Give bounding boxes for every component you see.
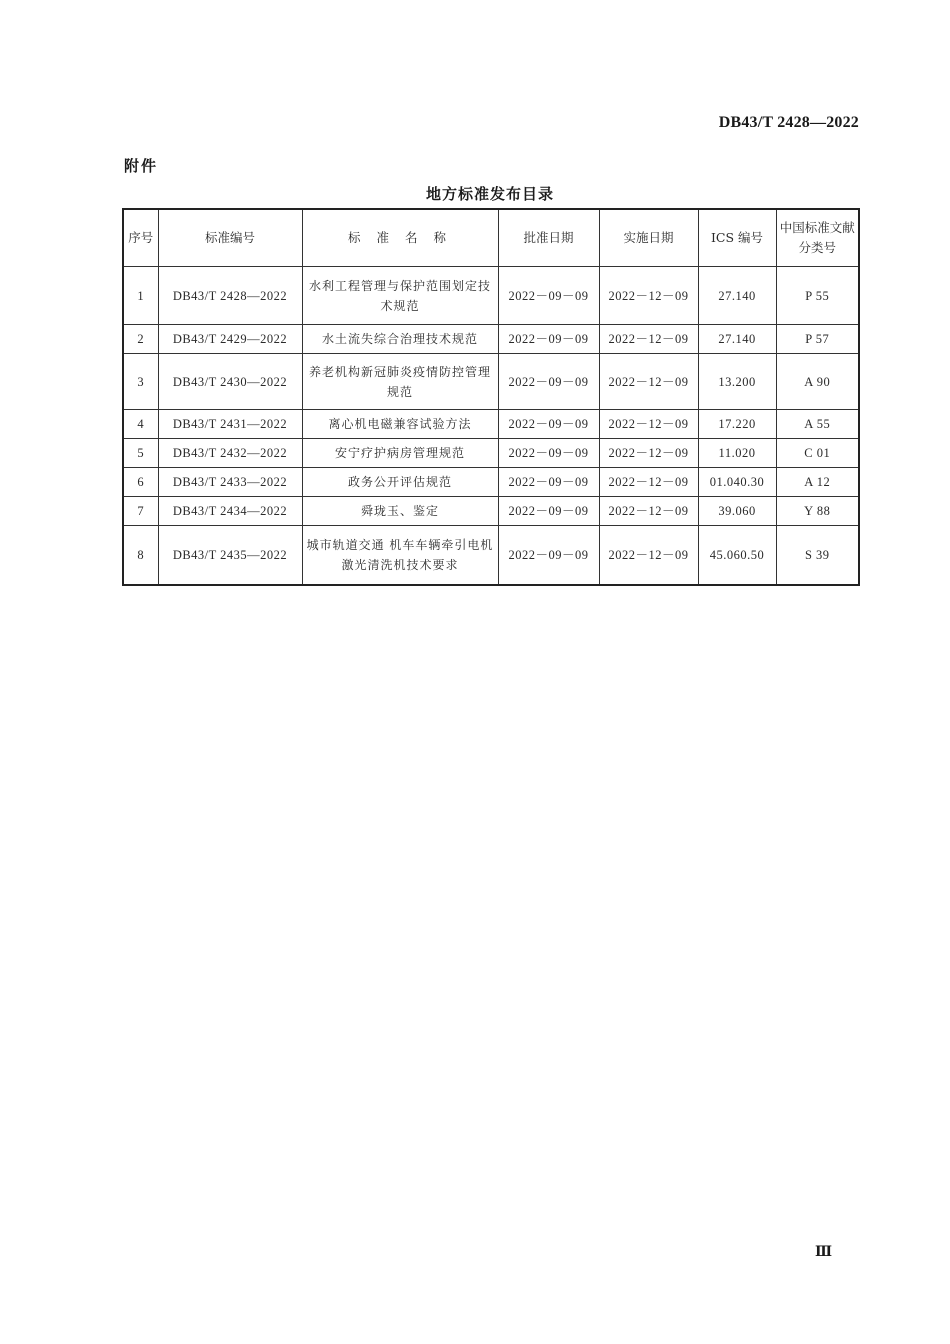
cell-code: DB43/T 2432—2022: [158, 439, 302, 468]
cell-name: 舜珑玉、鉴定: [302, 497, 498, 526]
header-approve-date: 批准日期: [498, 209, 599, 267]
cell-ics: 01.040.30: [698, 468, 776, 497]
cell-code: DB43/T 2430—2022: [158, 354, 302, 410]
cell-ics: 11.020: [698, 439, 776, 468]
standards-table: [122, 208, 860, 586]
cell-code: DB43/T 2428—2022: [158, 267, 302, 325]
cell-ics: 27.140: [698, 267, 776, 325]
header-ics: ICS 编号: [698, 209, 776, 267]
table-header-row: [123, 209, 859, 267]
cell-ics: 27.140: [698, 325, 776, 354]
cell-seq: 3: [123, 354, 158, 410]
header-seq: 序号: [123, 209, 158, 267]
cell-seq: 2: [123, 325, 158, 354]
cell-seq: 4: [123, 410, 158, 439]
table-row: [123, 497, 859, 526]
cell-seq: 5: [123, 439, 158, 468]
cell-approve-date: 2022－09－09: [498, 439, 599, 468]
cell-ccs: Y 88: [776, 497, 859, 526]
cell-code: DB43/T 2435—2022: [158, 526, 302, 585]
cell-approve-date: 2022－09－09: [498, 468, 599, 497]
cell-approve-date: 2022－09－09: [498, 354, 599, 410]
page-number: Ⅲ: [814, 1245, 832, 1260]
header-ccs: 中国标准文献分类号: [776, 209, 859, 267]
table-row: [123, 325, 859, 354]
cell-implement-date: 2022－12－09: [599, 267, 698, 325]
cell-name: 离心机电磁兼容试验方法: [302, 410, 498, 439]
cell-name: 城市轨道交通 机车车辆牵引电机激光清洗机技术要求: [302, 526, 498, 585]
table-row: [123, 267, 859, 325]
cell-implement-date: 2022－12－09: [599, 439, 698, 468]
table-row: [123, 354, 859, 410]
header-implement-date: 实施日期: [599, 209, 698, 267]
cell-ccs: A 55: [776, 410, 859, 439]
cell-code: DB43/T 2434—2022: [158, 497, 302, 526]
cell-name: 安宁疗护病房管理规范: [302, 439, 498, 468]
annex-label: 附件: [124, 157, 159, 175]
cell-implement-date: 2022－12－09: [599, 468, 698, 497]
cell-code: DB43/T 2429—2022: [158, 325, 302, 354]
cell-ics: 13.200: [698, 354, 776, 410]
table-title: 地方标准发布目录: [425, 185, 554, 203]
cell-ics: 45.060.50: [698, 526, 776, 585]
cell-implement-date: 2022－12－09: [599, 410, 698, 439]
cell-name: 水土流失综合治理技术规范: [302, 325, 498, 354]
cell-implement-date: 2022－12－09: [599, 497, 698, 526]
cell-approve-date: 2022－09－09: [498, 325, 599, 354]
cell-name: 政务公开评估规范: [302, 468, 498, 497]
cell-name: 水利工程管理与保护范围划定技术规范: [302, 267, 498, 325]
table-row: [123, 439, 859, 468]
table-row: [123, 468, 859, 497]
cell-ccs: S 39: [776, 526, 859, 585]
cell-implement-date: 2022－12－09: [599, 325, 698, 354]
header-name: 标 准 名 称: [302, 209, 498, 267]
cell-name: 养老机构新冠肺炎疫情防控管理规范: [302, 354, 498, 410]
cell-seq: 7: [123, 497, 158, 526]
cell-seq: 8: [123, 526, 158, 585]
cell-ccs: P 57: [776, 325, 859, 354]
cell-ccs: C 01: [776, 439, 859, 468]
cell-implement-date: 2022－12－09: [599, 354, 698, 410]
cell-ccs: P 55: [776, 267, 859, 325]
cell-approve-date: 2022－09－09: [498, 410, 599, 439]
cell-implement-date: 2022－12－09: [599, 526, 698, 585]
cell-approve-date: 2022－09－09: [498, 497, 599, 526]
cell-ccs: A 90: [776, 354, 859, 410]
cell-code: DB43/T 2433—2022: [158, 468, 302, 497]
cell-approve-date: 2022－09－09: [498, 267, 599, 325]
table-row: [123, 526, 859, 585]
cell-approve-date: 2022－09－09: [498, 526, 599, 585]
cell-ics: 17.220: [698, 410, 776, 439]
cell-seq: 1: [123, 267, 158, 325]
table-row: [123, 410, 859, 439]
cell-ccs: A 12: [776, 468, 859, 497]
cell-seq: 6: [123, 468, 158, 497]
document-code: DB43/T 2428—2022: [718, 114, 859, 131]
cell-code: DB43/T 2431—2022: [158, 410, 302, 439]
header-code: 标准编号: [158, 209, 302, 267]
cell-ics: 39.060: [698, 497, 776, 526]
